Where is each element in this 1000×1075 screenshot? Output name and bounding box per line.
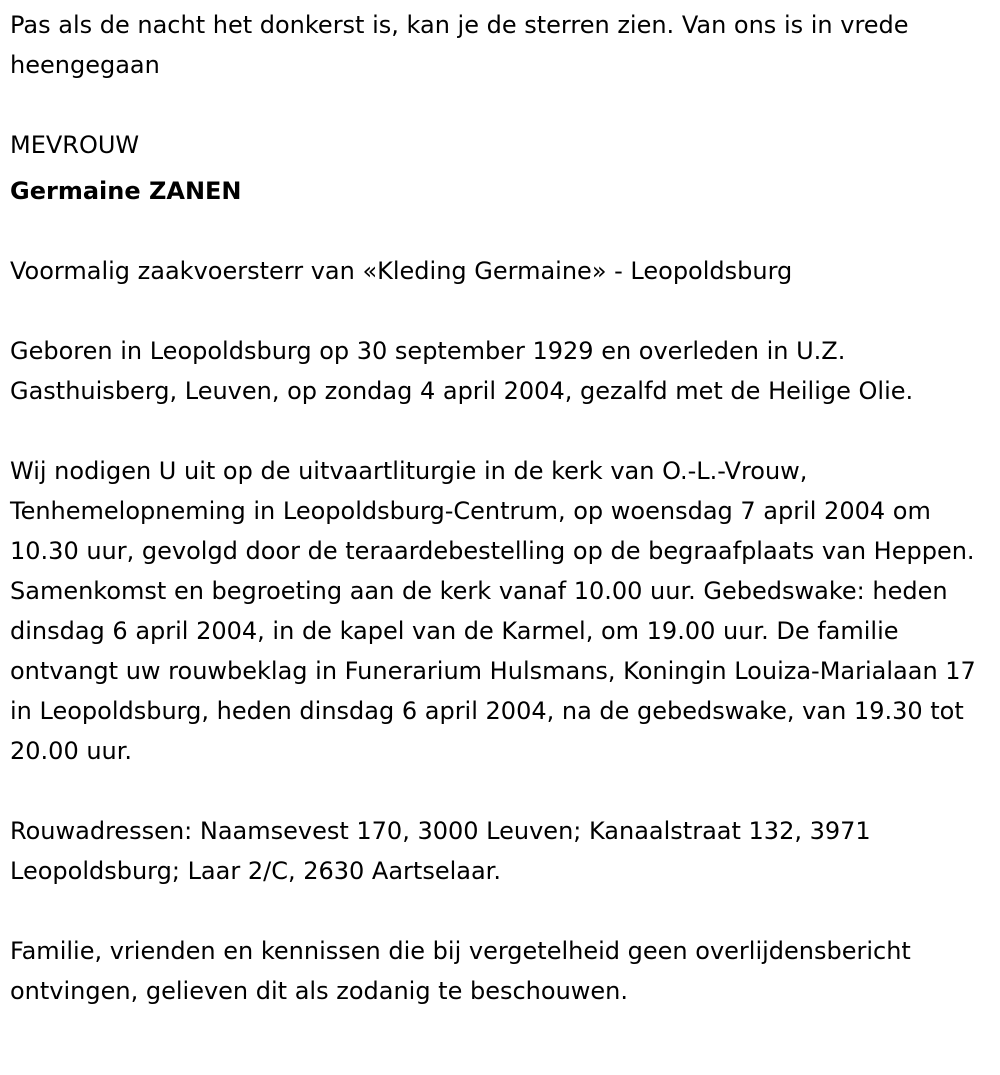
funeral-invitation-text: Wij nodigen U uit op de uitvaartliturgie in de kerk van O.-L.-Vrouw, Tenhemelopneming in Leopoldsburg-Centrum, op woensdag 7 april 2004 om 10.30 uur, gevolgd door de teraardebestelling op de begraafplaats van Heppen. Samenkomst en begroeting aan de kerk vanaf 10.00 uur. Gebedswake: heden dinsdag 6 april 2004, in de kapel van de Karmel, om 19.00 uur. De familie ontvangt uw rouwbeklag in Funerarium Hulsmans, Koningin Louiza-Marialaan 17 in Leopoldsburg, heden dinsdag 6 april 2004, na de gebedswake, van 19.30 tot 20.00 uur. — [10, 457, 976, 765]
paragraph-spacer — [10, 211, 988, 251]
paragraph-spacer — [10, 771, 988, 811]
mourning-addresses: Rouwadressen: Naamsevest 170, 3000 Leuven; Kanaalstraat 132, 3971 Leopoldsburg; Laar 2/C, 2630 Aartselaar. — [10, 817, 871, 885]
obituary-notice — [0, 5, 1000, 1075]
deceased-name: Germaine ZANEN — [10, 177, 242, 205]
paragraph-spacer — [10, 291, 988, 331]
paragraph-spacer — [10, 85, 988, 125]
honorific: MEVROUW — [10, 131, 140, 159]
opening-text: Pas als de nacht het donkerst is, kan je de sterren zien. Van ons is in vrede heengegaan — [10, 11, 909, 79]
birth-death-text: Geboren in Leopoldsburg op 30 september 1929 en overleden in U.Z. Gasthuisberg, Leuven, op zondag 4 april 2004, gezalfd met de Heilige Olie. — [10, 337, 914, 405]
closing-text: Familie, vrienden en kennissen die bij vergetelheid geen overlijdensbericht ontvingen, gelieven dit als zodanig te beschouwen. — [10, 937, 911, 1005]
paragraph-spacer — [10, 891, 988, 931]
paragraph-spacer — [10, 411, 988, 451]
occupation-text: Voormalig zaakvoersterr van «Kleding Germaine» - Leopoldsburg — [10, 257, 793, 285]
